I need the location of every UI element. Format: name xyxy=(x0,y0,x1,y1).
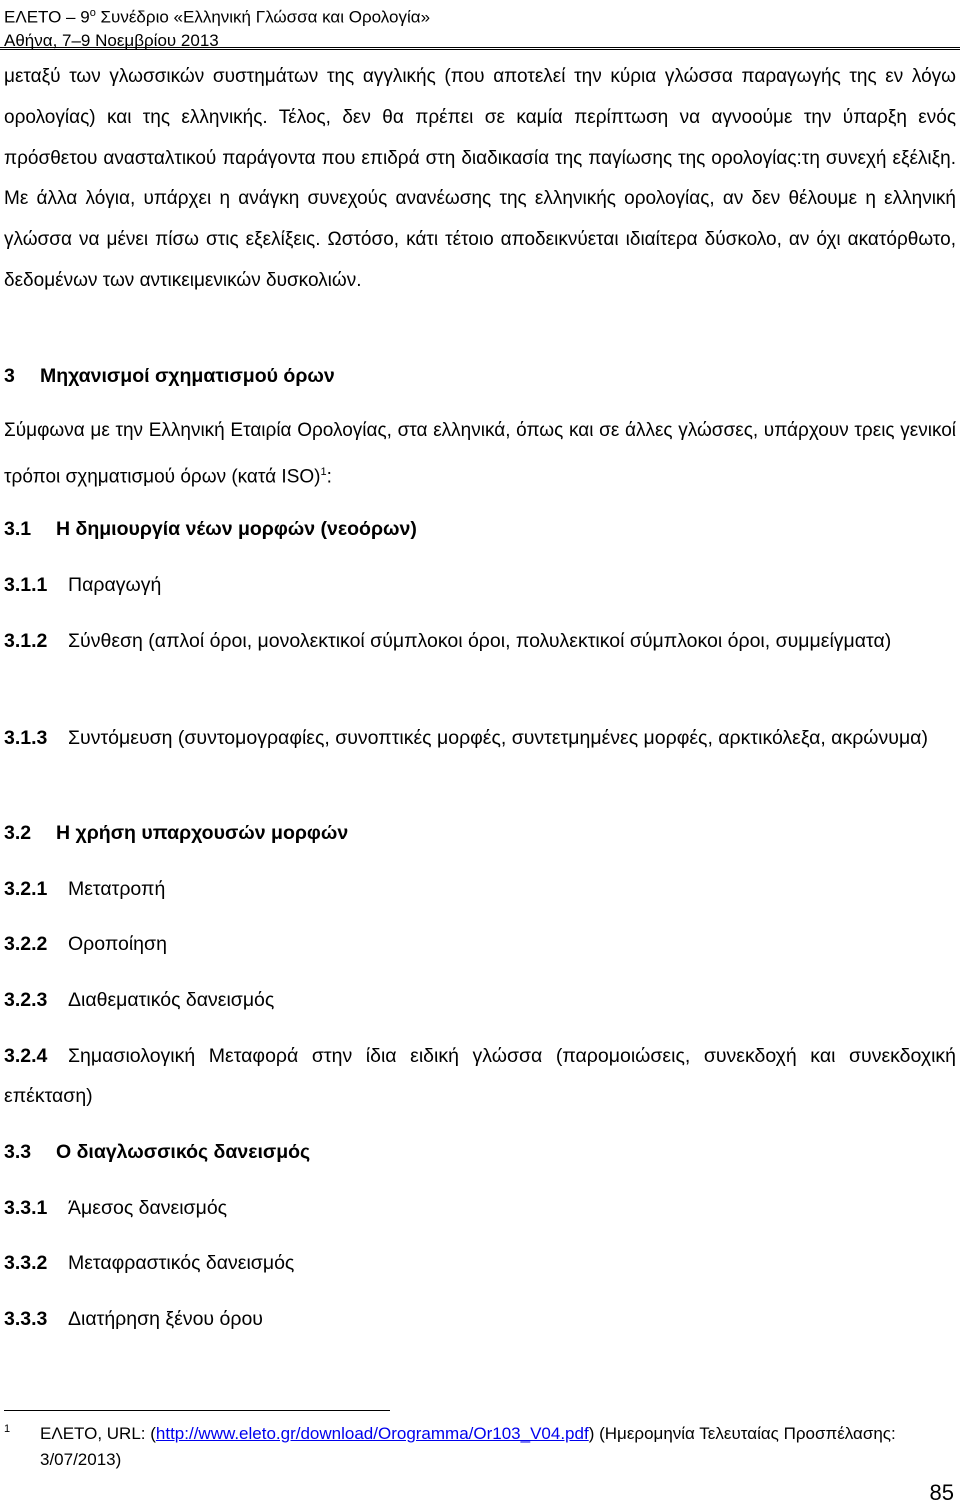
footnote-prefix: ΕΛΕΤΟ, URL: ( xyxy=(40,1424,156,1443)
subheading-3-1 xyxy=(4,516,417,542)
body-paragraph-2 xyxy=(4,411,956,498)
paragraph-2-text: Σύμφωνα με την Ελληνική Εταιρία Ορολογίας, στα ελληνικά, όπως και σε άλλες γλώσσες, υπάρχουν τρεις γενικοί τρόποι σχηματισμού όρων (κατά ISO) xyxy=(4,420,956,488)
item-number: 3.1.1 xyxy=(4,574,48,596)
item-3-1-3 xyxy=(4,718,956,758)
item-number: 3.3.1 xyxy=(4,1197,48,1219)
running-header xyxy=(4,2,430,52)
subheading-title: Η δημιουργία νέων μορφών (νεοόρων) xyxy=(56,518,417,540)
item-number: 3.3.2 xyxy=(4,1252,48,1274)
item-3-1-2 xyxy=(4,621,956,661)
item-3-2-1 xyxy=(4,876,165,902)
header-conference-prefix: ΕΛΕΤΟ – 9 xyxy=(4,7,90,27)
item-text: Οροποίηση xyxy=(68,933,167,955)
item-text: Άμεσος δανεισμός xyxy=(68,1197,228,1219)
footnote-mark: 1 xyxy=(4,1423,11,1435)
item-number: 3.1.3 xyxy=(4,727,48,749)
item-number: 3.2.4 xyxy=(4,1045,48,1067)
item-text: Διαθεματικός δανεισμός xyxy=(68,989,275,1011)
header-location-date: Αθήνα, 7–9 Νοεμβρίου 2013 xyxy=(4,30,219,50)
footnote-text xyxy=(40,1421,940,1473)
item-number: 3.2.2 xyxy=(4,933,48,955)
footnote-url-link[interactable]: http://www.eleto.gr/download/Orogramma/Or103_V04.pdf xyxy=(155,1424,589,1443)
item-3-2-4 xyxy=(4,1036,956,1116)
item-text: Σημασιολογική Μεταφορά στην ίδια ειδική γλώσσα (παρομοιώσεις, συνεκδοχή και συνεκδοχική επέκταση) xyxy=(4,1045,956,1107)
item-3-3-3 xyxy=(4,1306,263,1332)
item-text: Συντόμευση (συντομογραφίες, συνοπτικές μορφές, συντετμημένες μορφές, αρκτικόλεξα, ακρώνυμα) xyxy=(68,727,928,749)
item-text: Μετατροπή xyxy=(68,878,166,900)
body-paragraph-1: μεταξύ των γλωσσικών συστημάτων της αγγλικής (που αποτελεί την κύρια γλώσσα παραγωγής της εν λόγω ορολογίας) και της ελληνικής. Τέλος, δεν θα πρέπει σε καμία περίπτωση να αγνοούμε την ύπαρξη ενός πρόσθετου ανασταλτικού παράγοντα που επιδρά στη διαδικασία της παγίωσης της ορολογίας:τη συνεχή εξέλιξη. Με άλλα λόγια, υπάρχει η ανάγκη συνεχούς ανανέωσης της ελληνικής ορολογίας, αν δεν θέλουμε η ελληνική γλώσσα να μένει πίσω στις εξελίξεις. Ωστόσο, κάτι τέτοιο αποδεικνύεται ιδιαίτερα δύσκολο, αν όχι ακατόρθωτο, δεδομένων των αντικειμενικών δυσκολιών. xyxy=(4,66,956,291)
item-3-1-1 xyxy=(4,572,161,598)
item-number: 3.1.2 xyxy=(4,630,48,652)
item-3-3-2 xyxy=(4,1250,294,1276)
item-text: Διατήρηση ξένου όρου xyxy=(68,1308,263,1330)
section-heading-3 xyxy=(4,363,335,389)
item-3-2-3 xyxy=(4,987,274,1013)
header-divider xyxy=(0,47,960,50)
footnote xyxy=(4,1421,956,1469)
subheading-title: Ο διαγλωσσικός δανεισμός xyxy=(56,1141,311,1163)
item-number: 3.2.3 xyxy=(4,989,48,1011)
item-text: Σύνθεση (απλοί όροι, μονολεκτικοί σύμπλοκοι όροι, πολυλεκτικοί σύμπλοκοι όροι, συμμείγματα) xyxy=(68,630,892,652)
subheading-3-2 xyxy=(4,820,348,846)
footnote-separator xyxy=(4,1410,390,1411)
item-3-2-2 xyxy=(4,931,167,957)
item-number: 3.2.1 xyxy=(4,878,48,900)
item-number: 3.3.3 xyxy=(4,1308,48,1330)
paragraph-2-end: : xyxy=(326,466,332,488)
footnote-reference[interactable]: 1 xyxy=(320,465,327,478)
section-number: 3 xyxy=(4,365,15,387)
header-conference xyxy=(4,2,430,29)
item-3-3-1 xyxy=(4,1195,227,1221)
subheading-3-3 xyxy=(4,1139,310,1165)
subheading-number: 3.1 xyxy=(4,518,32,540)
section-title: Μηχανισμοί σχηματισμού όρων xyxy=(40,365,335,387)
header-conference-title: Συνέδριο «Ελληνική Γλώσσα και Ορολογία» xyxy=(95,7,431,27)
footnote-suffix: ) (Ημερομηνία Τελευταίας Προσπέλασης: 3/07/2013) xyxy=(40,1424,896,1469)
subheading-number: 3.2 xyxy=(4,822,32,844)
item-text: Παραγωγή xyxy=(68,574,162,596)
header-ordinal: ο xyxy=(89,7,96,19)
item-text: Μεταφραστικός δανεισμός xyxy=(68,1252,295,1274)
subheading-number: 3.3 xyxy=(4,1141,32,1163)
subheading-title: Η χρήση υπαρχουσών μορφών xyxy=(56,822,349,844)
page-number: 85 xyxy=(929,1480,954,1505)
